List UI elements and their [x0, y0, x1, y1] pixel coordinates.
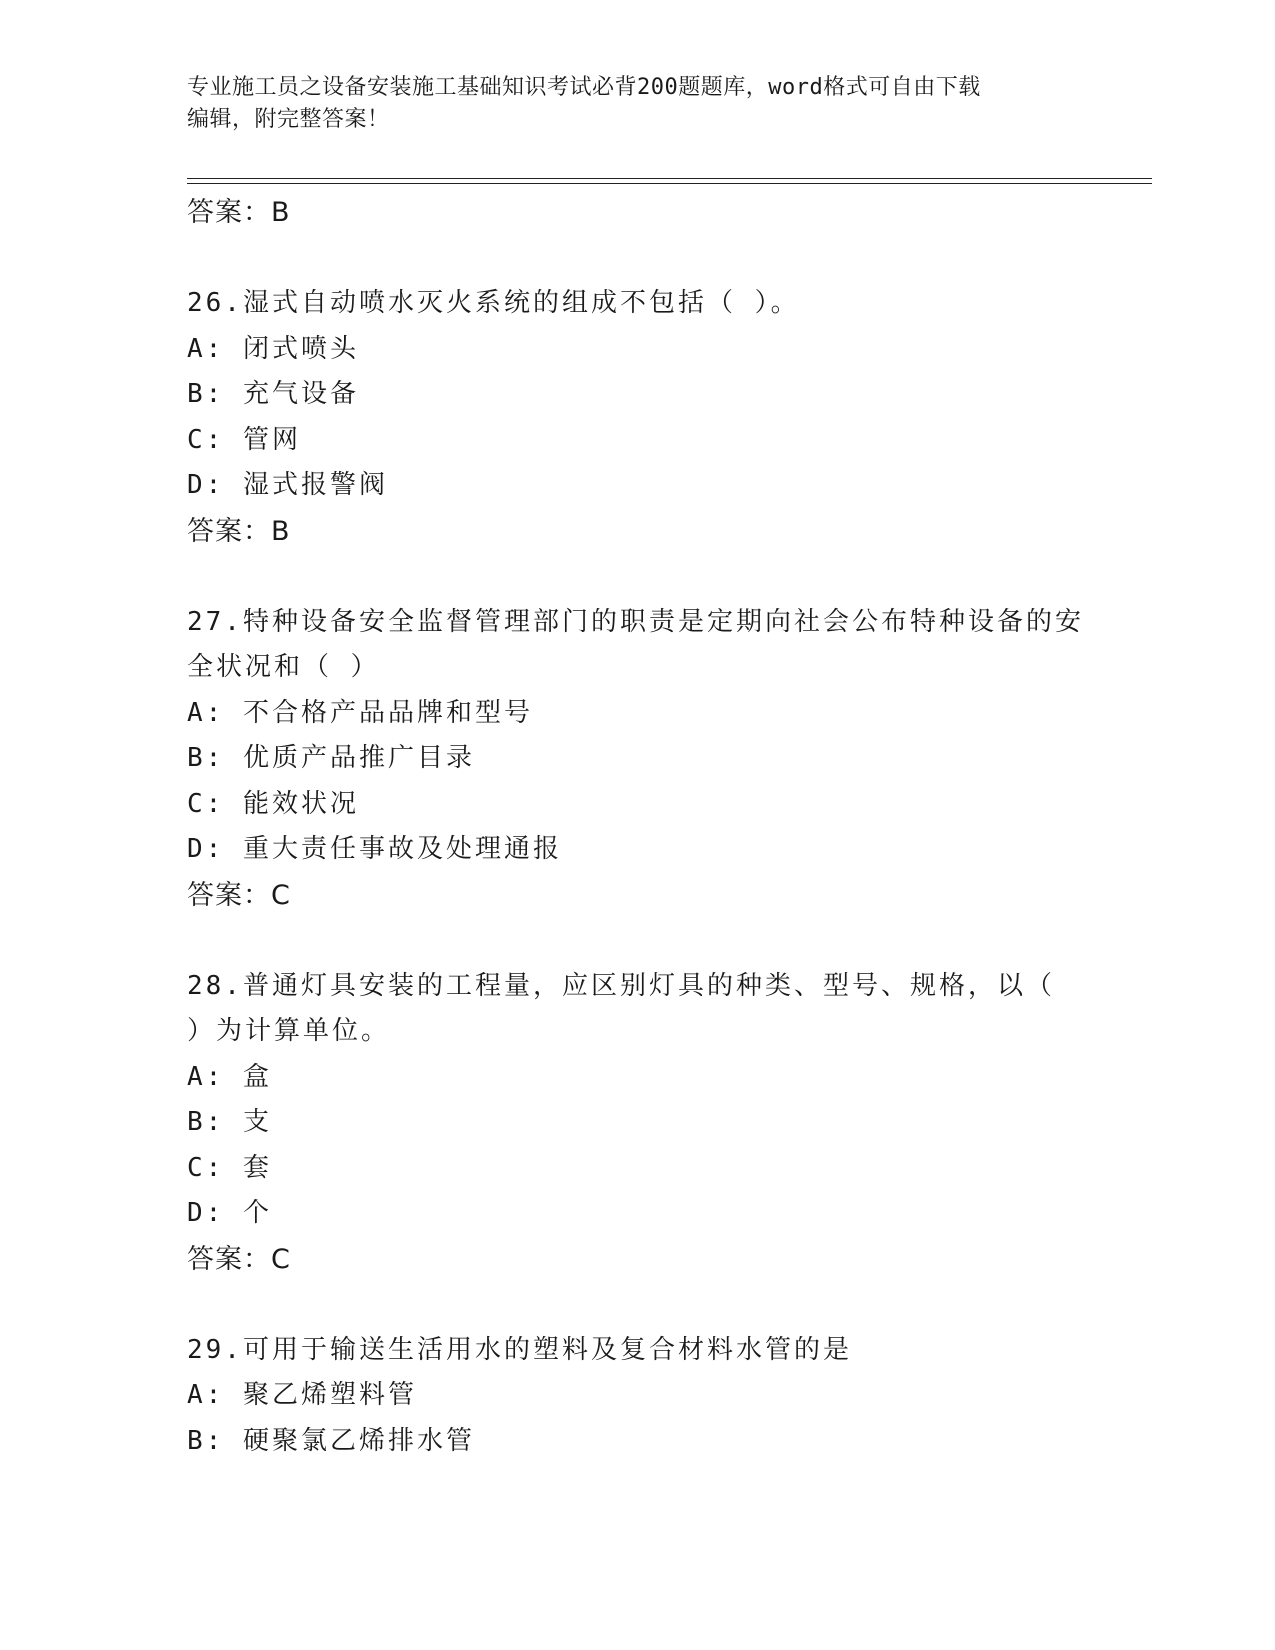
question-text: 27.特种设备安全监督管理部门的职责是定期向社会公布特种设备的安 — [187, 606, 1084, 637]
option-c: C: 能效状况 — [187, 788, 359, 819]
option-c: C: 管网 — [187, 424, 301, 455]
option-a: A: 聚乙烯塑料管 — [187, 1380, 417, 1410]
question-text: 29.可用于输送生活用水的塑料及复合材料水管的是 — [187, 1334, 852, 1365]
question-text: 26.湿式自动喷水灭火系统的组成不包括（ ）。 — [187, 288, 800, 318]
option-d: D: 湿式报警阀 — [187, 470, 388, 500]
header-line-1: 专业施工员之设备安装施工基础知识考试必背200题题库，word格式可自由下载 — [187, 75, 981, 100]
header-line-2: 编辑，附完整答案！ — [187, 107, 390, 132]
document-header — [187, 72, 1087, 136]
question-list — [187, 190, 1087, 1464]
question-text: 28.普通灯具安装的工程量，应区别灯具的种类、型号、规格，以（ — [187, 970, 1055, 1001]
spacer — [187, 236, 1087, 282]
answer-line: 答案：B — [187, 515, 291, 547]
question-block — [187, 1328, 1087, 1465]
option-b: B: 硬聚氯乙烯排水管 — [187, 1425, 475, 1456]
answer-line: 答案：C — [187, 1243, 291, 1275]
answer-line: 答案：C — [187, 879, 291, 911]
header-divider-top — [187, 178, 1152, 179]
option-d: D: 重大责任事故及处理通报 — [187, 834, 562, 864]
option-a: A: 盒 — [187, 1061, 272, 1092]
spacer — [187, 554, 1087, 600]
question-block — [187, 964, 1087, 1283]
question-text-continued: ）为计算单位。 — [187, 1016, 391, 1046]
question-block — [187, 281, 1087, 554]
option-b: B: 支 — [187, 1107, 272, 1137]
header-divider-bottom — [187, 183, 1152, 184]
answer-line: 答案：B — [187, 197, 291, 228]
option-d: D: 个 — [187, 1198, 272, 1228]
option-c: C: 套 — [187, 1152, 272, 1183]
spacer — [187, 1282, 1087, 1328]
question-block — [187, 600, 1087, 919]
option-b: B: 优质产品推广目录 — [187, 743, 475, 773]
option-a: A: 闭式喷头 — [187, 333, 359, 364]
question-text-continued: 全状况和（ ） — [187, 652, 380, 682]
option-b: B: 充气设备 — [187, 379, 359, 409]
option-a: A: 不合格产品品牌和型号 — [187, 697, 533, 728]
spacer — [187, 918, 1087, 964]
